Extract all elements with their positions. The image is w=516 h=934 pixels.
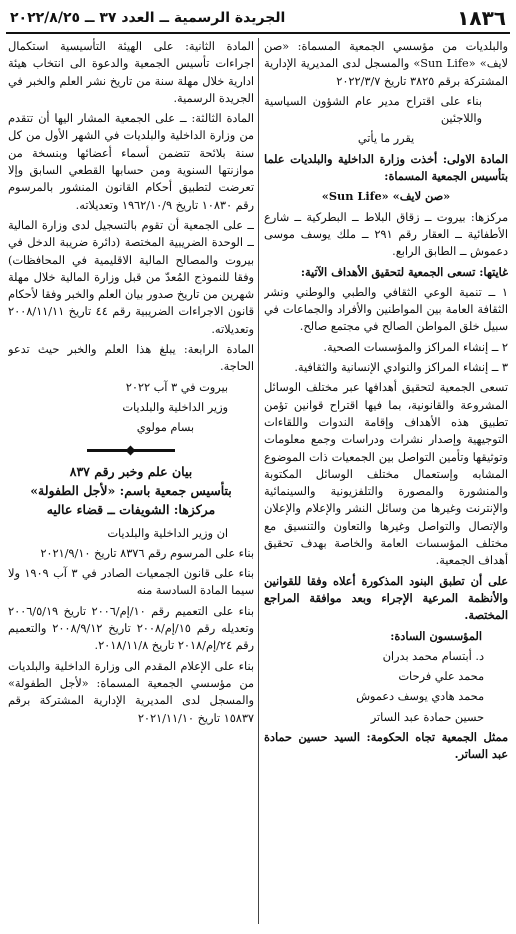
preamble-item: بناء على الإعلام المقدم الى وزارة الداخلية والبلديات من مؤسسي الجمعية المسماة: «لأجل الطفولة» والمسجل لدى المديرية الإدارية المشتركة برقم ١٥٨٣٧ تاريخ ٢٠٢١/١١/١٠	[8, 659, 254, 725]
left-column	[8, 38, 254, 934]
page-header	[6, 6, 510, 34]
paragraph: والبلديات من مؤسسي الجمعية المسماة: «صن لايف» «Sun Life» والمسجل لدى المديرية الإدارية المشتركة برقم ٣٨٢٥ تاريخ ٢٠٢٢/٣/٧	[264, 40, 508, 88]
preamble-item: بناء على المرسوم رقم ٨٣٧٦ تاريخ ٢٠٢١/٩/١٠	[40, 546, 254, 560]
paragraph: بناء على اقتراح مدير عام الشؤون السياسية واللاجئين	[264, 94, 482, 126]
founders-heading: المؤسسون السادة:	[390, 628, 482, 643]
article-4: المادة الرابعة: يبلغ هذا العلم والخبر حيث تدعو الحاجة.	[8, 343, 254, 374]
goals-heading: غايتها: تسعى الجمعية لتحقيق الأهداف الآتية:	[300, 264, 508, 279]
goal-item: ٢ ــ إنشاء المراكز والمؤسسات الصحية.	[323, 340, 508, 354]
government-representative: ممثل الجمعية تجاه الحكومة: السيد حسين حمادة عبد الساتر.	[264, 729, 508, 762]
issuer-line: ان وزير الداخلية والبلديات	[107, 526, 228, 540]
article-2: المادة الثانية: على الهيئة التأسيسية استكمال اجراءات تأسيس الجمعية والدعوة الى انتخاب هيئة ادارية خلال مهلة سنة من تاريخ نشر العلم والخبر في الجريدة الرسمية.	[8, 40, 254, 105]
preamble-item: بناء على قانون الجمعيات الصادر في ٣ آب ١٩٠٩ ولا سيما المادة السادسة منه	[8, 567, 254, 598]
announcement-title: بيان علم وخبر رقم ٨٣٧	[69, 463, 193, 479]
section-ornament	[87, 449, 175, 452]
founder-name: حسين حمادة عبد الساتر	[370, 710, 484, 724]
article-3: المادة الثالثة: ــ على الجمعية المشار اليها أن تتقدم من وزارة الداخلية والبلديات في الشهر الأول من كل سنة بلائحة تتضمن أسماء أعضائها وبنسخة من موازنتها السنوية ومن حسابها القطعي السابق وإلا تعرضت لتطبيق أحكام القانون المنشور بالمرسوم رقم ١٠٨٣٠ تاريخ ١٩٦٢/١٠/٩ وتعديلاته.	[8, 112, 254, 212]
gazette-title: الجريدة الرسمية ــ العدد ٣٧ ــ ٢٠٢٢/٨/٢٥	[10, 10, 286, 26]
preamble-item: بناء على التعميم رقم ١٠/إم/٢٠٠٦ تاريخ ٢٠٠٦/٥/١٩ وتعديله رقم ١٥/إم/٢٠٠٨ تاريخ ٢٠٠٨/٩/١٢ والتعميم رقم ٢٤/إم/٢٠١٨ تاريخ ٢٠١٨/١١/٨.	[8, 604, 254, 653]
goal-item: ١ ــ تنمية الوعي الثقافي والطبي والوطني ونشر الثقافة العامة بين المواطنين والأفراد والجماعات في سبيل خلق المواطن الصالح في مجتمع صالح.	[264, 285, 508, 334]
goal-item: ٣ ــ إنشاء المراكز والنوادي الإنسانية والثقافية.	[294, 361, 508, 375]
minister-name: بسام مولوي	[136, 421, 194, 435]
right-column	[264, 38, 508, 934]
headquarters: مركزها: بيروت ــ زقاق البلاط ــ البطركية ــ شارع الأطفائية ــ العقار رقم ٢٩١ ــ ملك يوسف موسى دعموش ــ الطابق الرابع.	[264, 210, 508, 259]
article-3-tax: ــ على الجمعية أن تقوم بالتسجيل لدى وزارة المالية ــ الوحدة الضريبية المختصة (دائرة ضريبة الدخل في بيروت والمصالح المالية الاقليمية في المحافظات) وفقا للنموذج المُعدّ من قبل وزارة المالية خلال مهلة شهرين من تاريخ صدور بيان العلم والخبر وفقا لأحكام قانون الاجراءات الضريبية رقم ٤٤ تاريخ ٢٠٠٨/١١/١١ وتعديلاته.	[8, 218, 254, 336]
decides-heading: يقرر ما يأتي	[357, 132, 415, 146]
page-number: ١٨٣٦	[457, 6, 506, 30]
association-name: «صن لايف» «Sun Life»	[321, 189, 451, 204]
announcement-location: مركزها: الشويفات ــ قضاء عاليه	[46, 501, 216, 517]
minister-title: وزير الداخلية والبلديات	[122, 400, 228, 414]
signing-date: بيروت في ٣ آب ٢٠٢٢	[125, 380, 228, 394]
founder-name: محمد هادي يوسف دعموش	[356, 690, 484, 704]
column-divider	[258, 38, 259, 924]
means-paragraph: تسعى الجمعية لتحقيق أهدافها عبر مختلف الوسائل المشروعة والقانونية، بما فيها اقتراح قوانين تؤمن تطبيق هذه الأهداف وإقامة الندوات واللقاءات التوجيهية وإصدار نشرات ودراسات وجمع معلومات وتوثيقها وتأمين التواصل بين الجمعيات ذات الموضوع المشابه وإستعمال مختلف الوسائل المكتوبة والمنشورة والمصورة والتلفزيونية والسينمائية والإنترنت وغيرها من وسائل النشر والإعلام والإعلان والإتصال والتواصل وغيرها والتعاون والتنسيق مع مختلف المؤسسات العامة والخاصة بهدف تحقيق أهداف الجمعية.	[264, 381, 508, 568]
founder-name: د. أبتسام محمد بدران	[382, 649, 484, 663]
founder-name: محمد علي فرحات	[398, 670, 484, 684]
compliance-clause: على أن تطبق البنود المذكورة أعلاه وفقا للقوانين والأنظمة المرعية الإجراء وبعد موافقة المراجع المختصة.	[264, 573, 508, 623]
announcement-subtitle: بتأسيس جمعية باسم: «لأجل الطفولة»	[30, 482, 232, 498]
article-1: المادة الاولى: أخذت وزارة الداخلية والبلديات علما بتأسيس الجمعية المسماة:	[264, 151, 508, 184]
